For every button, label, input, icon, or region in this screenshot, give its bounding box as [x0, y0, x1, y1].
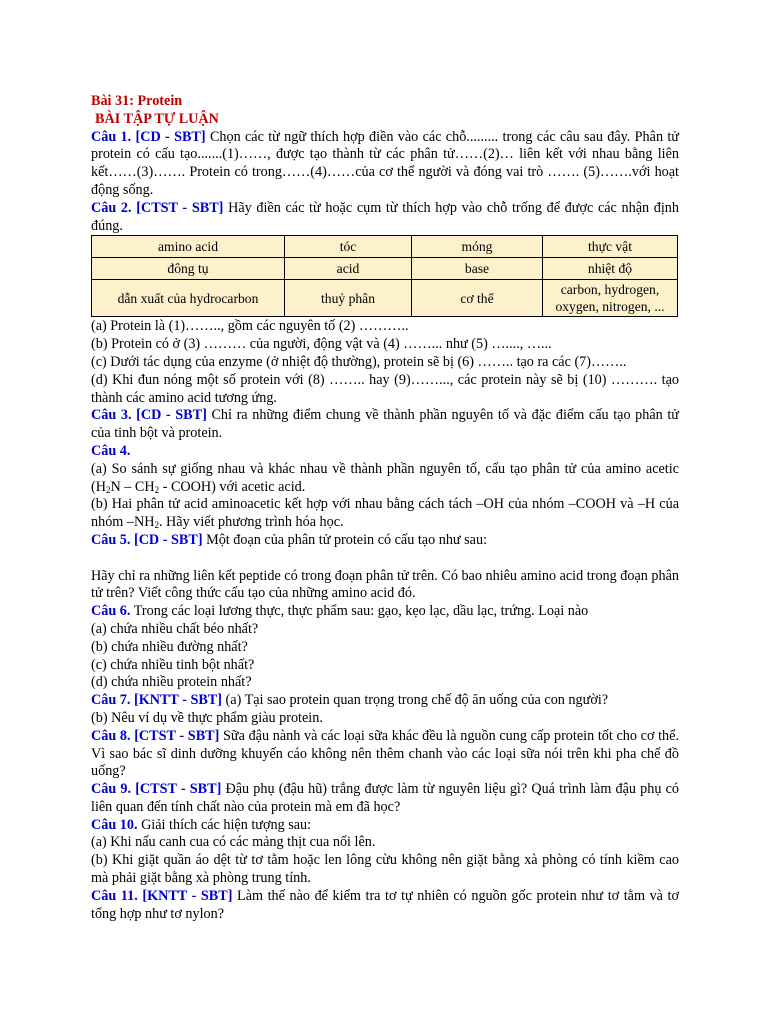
- table-cell: thuỷ phân: [285, 280, 412, 317]
- section-title: BÀI TẬP TỰ LUẬN: [95, 110, 219, 127]
- table-cell: dẫn xuất của hydrocarbon: [92, 280, 285, 317]
- question-3-text: Chỉ ra những điểm chung về thành phần nguyên tố và đặc điểm cấu tạo phân tử của tinh bột và protein.: [91, 407, 679, 442]
- question-6: [91, 603, 679, 621]
- question-5: [91, 532, 679, 550]
- subscript: 2: [105, 484, 111, 495]
- question-9-label: Câu 9. [CTST - SBT]: [91, 781, 222, 798]
- question-3: [91, 407, 679, 443]
- question-6-item-c: (c) chứa nhiều tinh bột nhất?: [91, 656, 255, 673]
- question-2-item-a: (a) Protein là (1)…….., gồm các nguyên tố (2) ………..: [91, 318, 409, 335]
- question-4-item-b: [91, 496, 679, 532]
- question-11-label: Câu 11. [KNTT - SBT]: [91, 887, 233, 904]
- word-bank-table: [91, 235, 678, 317]
- question-1-label: Câu 1. [CD - SBT]: [91, 128, 206, 145]
- table-cell: móng: [412, 236, 543, 258]
- question-4-a-text-2: N – CH: [110, 478, 155, 495]
- question-4-b-text-1: (b) Hai phân tử acid aminoacetic kết hợp với nhau bằng cách tách –OH của nhóm –COOH và –H của nhóm –NH: [91, 496, 679, 531]
- question-7-item-b: (b) Nêu ví dụ về thực phẩm giàu protein.: [91, 709, 323, 726]
- question-4-item-a: [91, 461, 679, 497]
- question-5-label: Câu 5. [CD - SBT]: [91, 531, 203, 548]
- question-11: [91, 888, 679, 924]
- table-cell: tóc: [285, 236, 412, 258]
- question-2-item-b: (b) Protein có ở (3) ……… của người, động vật và (4) ……... như (5) …...., …...: [91, 336, 552, 353]
- table-cell: nhiệt độ: [543, 258, 678, 280]
- question-7-text: (a) Tại sao protein quan trọng trong chế độ ăn uống của con người?: [222, 692, 609, 709]
- table-row: [92, 258, 678, 280]
- question-1-text: Chọn các từ ngữ thích hợp điền vào các chỗ......... trong các câu sau đây. Phân tử protein có cấu tạo.......(1)……, được tạo thành từ các phân tử……(2)… liên kết với nhau bằng liên kết……(3)……. Protein có trong……(4)……của cơ thể người và đóng vai trò ……. (5)…….với hoạt động sống.: [91, 128, 679, 198]
- question-2-text: Hãy điền các từ hoặc cụm từ thích hợp vào chỗ trống để được các nhận định đúng.: [91, 199, 679, 234]
- question-5-text: Một đoạn của phân tử protein có cấu tạo như sau:: [202, 531, 488, 548]
- table-cell: acid: [285, 258, 412, 280]
- table-cell: amino acid: [92, 236, 285, 258]
- table-cell: thực vật: [543, 236, 678, 258]
- question-6-item-b: (b) chứa nhiều đường nhất?: [91, 638, 248, 655]
- question-10-item-a: (a) Khi nấu canh cua có các mảng thịt cua nổi lên.: [91, 834, 376, 851]
- question-10-label: Câu 10.: [91, 816, 138, 833]
- question-6-label: Câu 6.: [91, 603, 131, 620]
- question-11-text: Làm thế nào để kiểm tra tơ tự nhiên có nguồn gốc protein như tơ tằm và tơ tổng hợp như tơ nylon?: [91, 887, 679, 922]
- question-4-b-text-2: . Hãy viết phương trình hóa học.: [158, 514, 344, 531]
- table-row: [92, 236, 678, 258]
- question-6-item-a: (a) chứa nhiều chất béo nhất?: [91, 620, 259, 637]
- question-8-text: Sữa đậu nành và các loại sữa khác đều là nguồn cung cấp protein tốt cho cơ thể. Vì sao bác sĩ dinh dưỡng khuyến cáo không nên thêm chanh vào các loại sữa nói trên khi pha chế đồ uống?: [91, 727, 679, 780]
- question-2-item-d: (d) Khi đun nóng một số protein với (8) …….. hay (9)……..., các protein này sẽ bị (10) ………. tạo thành các amino acid tương ứng.: [91, 371, 679, 406]
- question-9-text: Đậu phụ (đậu hũ) trắng được làm từ nguyên liệu gì? Quá trình làm đậu phụ có liên quan đến tính chất nào của protein mà em đã học?: [91, 781, 679, 815]
- question-10: [91, 817, 679, 835]
- question-10-text: Giải thích các hiện tượng sau:: [137, 816, 312, 833]
- table-cell: cơ thể: [412, 280, 543, 317]
- question-7: [91, 692, 679, 710]
- question-2-label: Câu 2. [CTST - SBT]: [91, 199, 224, 216]
- subscript: 2: [154, 520, 159, 531]
- table-cell: carbon, hydrogen, oxygen, nitrogen, ...: [543, 280, 678, 317]
- question-3-label: Câu 3. [CD - SBT]: [91, 407, 207, 424]
- document-page: [91, 93, 679, 923]
- table-cell: đông tụ: [92, 258, 285, 280]
- question-4: [91, 443, 679, 461]
- question-4-label: Câu 4.: [91, 442, 131, 459]
- question-4-a-text-1: (a) So sánh sự giống nhau và khác nhau về thành phần nguyên tố, cấu tạo phân tử của amino acetic (H: [91, 460, 679, 495]
- question-1: [91, 129, 679, 200]
- question-2-item-c: (c) Dưới tác dụng của enzyme (ở nhiệt độ thường), protein sẽ bị (6) …….. tạo ra các (7)……..: [91, 353, 627, 370]
- question-7-label: Câu 7. [KNTT - SBT]: [91, 692, 222, 709]
- question-8: [91, 728, 679, 781]
- question-4-a-text-3: - COOH) với acetic acid.: [159, 478, 306, 495]
- structure-placeholder: [91, 550, 679, 568]
- question-10-item-b: (b) Khi giặt quần áo dệt từ tơ tằm hoặc len lông cừu không nên giặt bằng xà phòng có tính kiềm cao mà phải giặt bằng xà phòng trung tính.: [91, 852, 679, 887]
- question-2: [91, 200, 679, 236]
- question-8-label: Câu 8. [CTST - SBT]: [91, 727, 220, 744]
- table-cell: base: [412, 258, 543, 280]
- question-5-text-2: Hãy chỉ ra những liên kết peptide có trong đoạn phân tử trên. Có bao nhiêu amino acid trong đoạn phân tử trên? Viết công thức cấu tạo của những amino acid đó.: [91, 567, 679, 602]
- subscript: 2: [154, 484, 160, 495]
- table-row: [92, 280, 678, 317]
- question-6-text: Trong các loại lương thực, thực phẩm sau: gạo, kẹo lạc, dầu lạc, trứng. Loại nào: [130, 603, 589, 620]
- question-9: [91, 781, 679, 817]
- question-6-item-d: (d) chứa nhiều protein nhất?: [91, 674, 252, 691]
- lesson-title: Bài 31: Protein: [91, 93, 183, 109]
